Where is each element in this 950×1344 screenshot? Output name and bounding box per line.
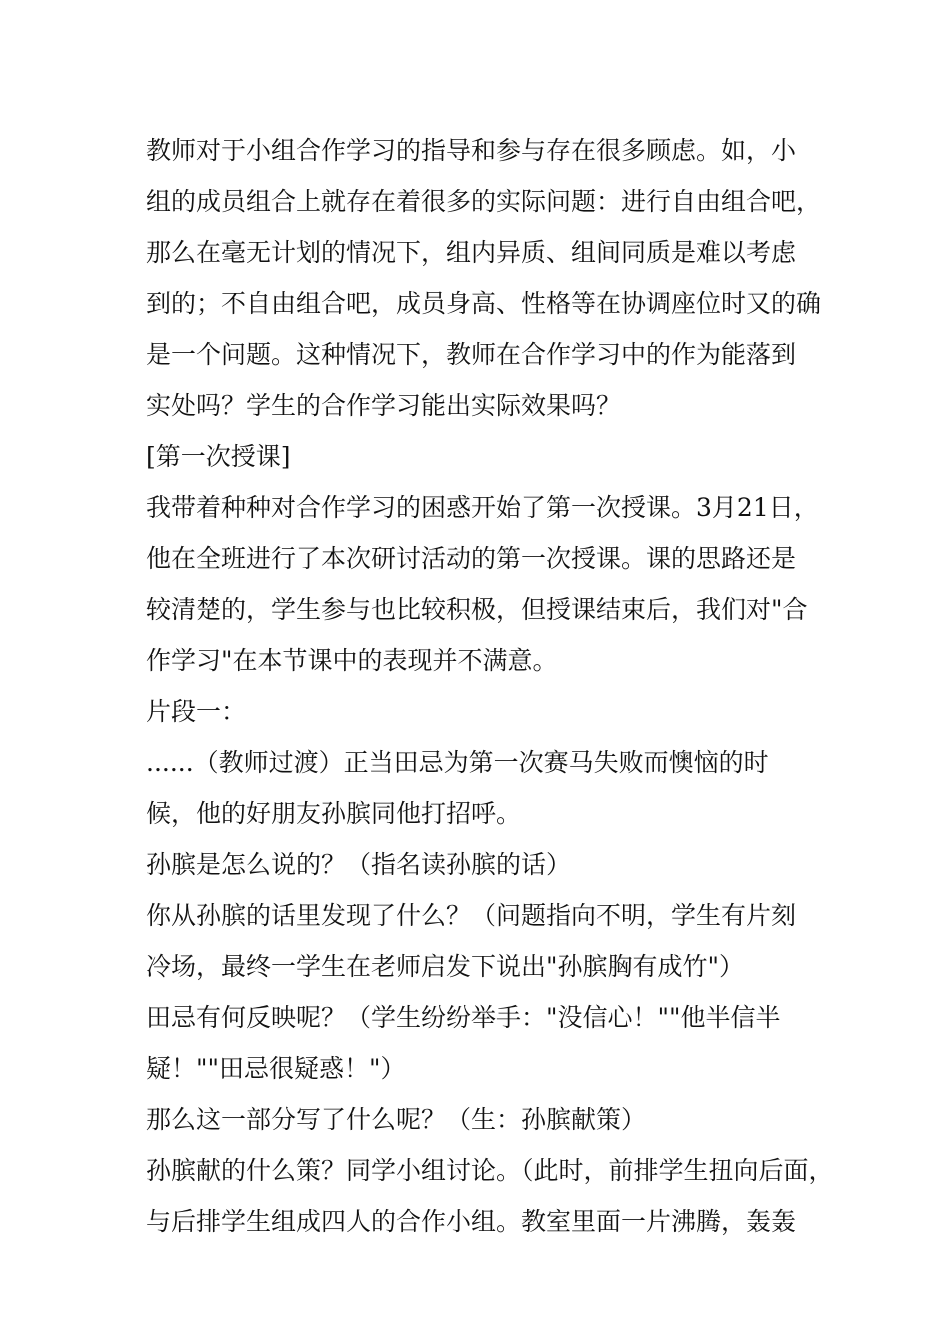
text-line: 孙膑献的什么策？同学小组讨论。（此时，前排学生扭向后面， [146,1156,834,1185]
text-line: 我带着种种对合作学习的困惑开始了第一次授课。3月21日， [146,493,819,522]
section-heading: [第一次授课] [146,442,291,471]
text-line: 实处吗？学生的合作学习能出实际效果吗？ [146,391,622,420]
text-line: 作学习"在本节课中的表现并不满意。 [146,646,558,675]
text-line: ......（教师过渡）正当田忌为第一次赛马失败而懊恼的时 [146,748,769,777]
text-line: 到的；不自由组合吧，成员身高、性格等在协调座位时又的确 [146,289,822,318]
text-line: 你从孙膑的话里发现了什么？（问题指向不明，学生有片刻 [146,901,797,930]
text-line: 他在全班进行了本次研讨活动的第一次授课。课的思路还是 [146,544,797,573]
text-line: 冷场，最终一学生在老师启发下说出"孙膑胸有成竹"） [146,952,745,981]
text-line: 候，他的好朋友孙膑同他打招呼。 [146,799,522,828]
document-body [146,125,834,1247]
text-line: 那么这一部分写了什么呢？（生：孙膑献策） [146,1105,647,1134]
fragment-heading: 片段一： [146,697,247,726]
text-line: 组的成员组合上就存在着很多的实际问题：进行自由组合吧， [146,187,822,216]
text-line: 是一个问题。这种情况下，教师在合作学习中的作为能落到 [146,340,797,369]
text-line: 教师对于小组合作学习的指导和参与存在很多顾虑。如，小 [146,136,797,165]
text-line: 较清楚的，学生参与也比较积极，但授课结束后，我们对"合 [146,595,808,624]
text-line: 那么在毫无计划的情况下，组内异质、组间同质是难以考虑 [146,238,797,267]
text-line: 与后排学生组成四人的合作小组。教室里面一片沸腾，轰轰 [146,1207,797,1236]
text-line: 孙膑是怎么说的？（指名读孙膑的话） [146,850,572,879]
text-line: 疑！""田忌很疑惑！"） [146,1054,406,1083]
text-line: 田忌有何反映呢？（学生纷纷举手："没信心！""他半信半 [146,1003,781,1032]
